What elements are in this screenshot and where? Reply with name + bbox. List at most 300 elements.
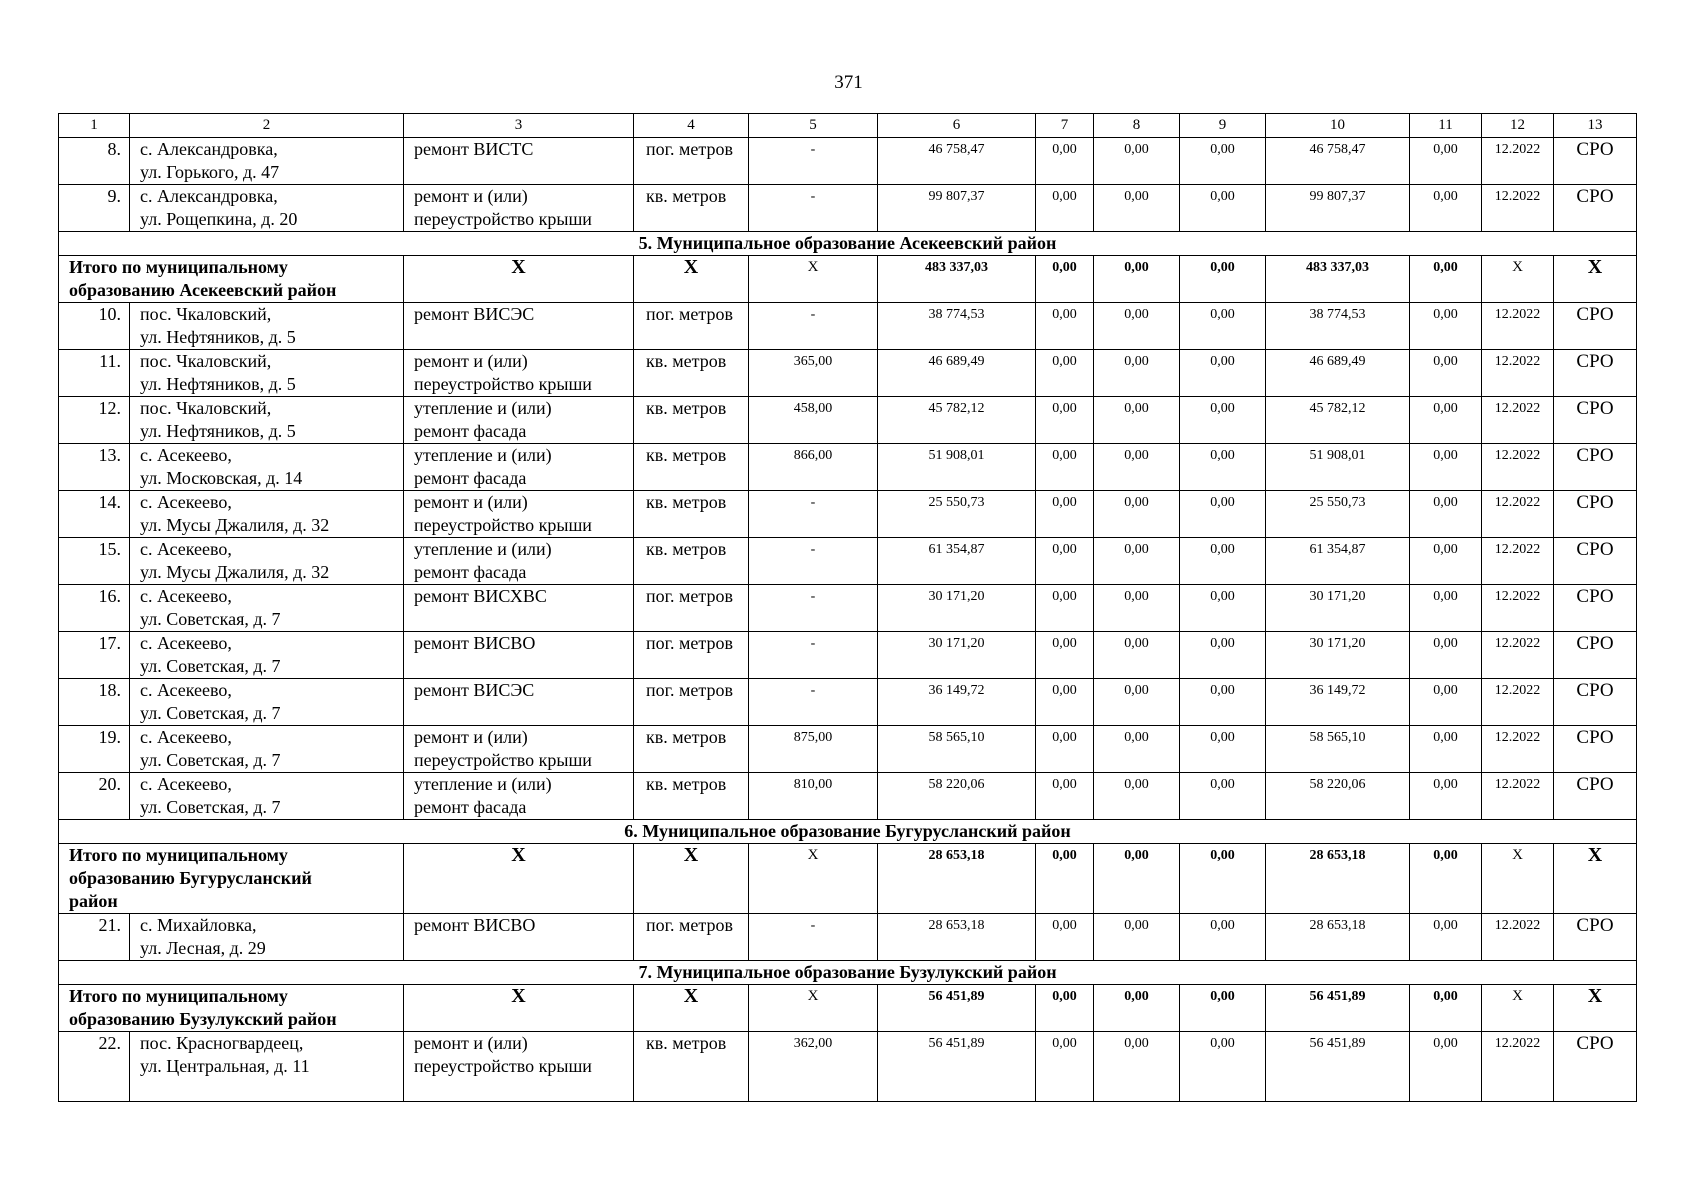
cell-value: 0,00: [1180, 256, 1266, 303]
cell-fund-cost: 58 220,06: [1266, 773, 1410, 820]
cell-x: Х: [1554, 985, 1637, 1032]
cell-value: 0,00: [1036, 303, 1094, 350]
subtotal-label-line: Итого по муниципальному: [69, 845, 288, 865]
cell-method: СРО: [1554, 444, 1637, 491]
address-line: с. Асекеево,: [140, 492, 232, 512]
table-row: [59, 350, 1637, 397]
subtotal-label-line: образованию Асекеевский район: [69, 280, 337, 300]
cell-volume: -: [749, 679, 878, 726]
cell-volume: -: [749, 585, 878, 632]
column-header: 8: [1094, 114, 1180, 138]
cell-fund-cost: 30 171,20: [1266, 632, 1410, 679]
cell-value: 0,00: [1180, 773, 1266, 820]
address-cell: [130, 1032, 404, 1102]
cell-value: 0,00: [1180, 632, 1266, 679]
cell-x: Х: [749, 256, 878, 303]
work-type-line: ремонт ВИСТС: [414, 139, 534, 159]
cell-value: 0,00: [1094, 185, 1180, 232]
cell-method: СРО: [1554, 585, 1637, 632]
cell-value: 0,00: [1180, 726, 1266, 773]
cell-x: Х: [404, 256, 634, 303]
cell-x: Х: [1482, 844, 1554, 914]
cell-value: 0,00: [1094, 844, 1180, 914]
work-type-line: ремонт фасада: [414, 421, 527, 441]
cell-deadline: 12.2022: [1482, 303, 1554, 350]
cell-x: Х: [1482, 985, 1554, 1032]
row-number: 17.: [59, 632, 130, 679]
cell-value: 0,00: [1094, 1032, 1180, 1102]
cell-method: СРО: [1554, 632, 1637, 679]
address-cell: [130, 632, 404, 679]
row-number: 21.: [59, 914, 130, 961]
address-cell: [130, 585, 404, 632]
cell-volume: -: [749, 138, 878, 185]
cell-method: СРО: [1554, 185, 1637, 232]
table-row: [59, 138, 1637, 185]
cell-total-cost: 36 149,72: [878, 679, 1036, 726]
cell-value: 0,00: [1180, 444, 1266, 491]
subtotal-label-line: образованию Бугурусланский: [69, 868, 312, 888]
address-cell: [130, 538, 404, 585]
cell-deadline: 12.2022: [1482, 350, 1554, 397]
unit-cell: пог. метров: [634, 632, 749, 679]
table-row: [59, 538, 1637, 585]
cell-volume: -: [749, 632, 878, 679]
work-type-line: ремонт ВИСВО: [414, 633, 536, 653]
work-type-line: переустройство крыши: [414, 750, 592, 770]
cell-volume: 810,00: [749, 773, 878, 820]
work-type-line: ремонт ВИСХВС: [414, 586, 547, 606]
capital-repair-table: [58, 113, 1637, 1102]
cell-total-cost: 30 171,20: [878, 632, 1036, 679]
cell-deadline: 12.2022: [1482, 138, 1554, 185]
cell-fund-cost: 99 807,37: [1266, 185, 1410, 232]
cell-total-cost: 56 451,89: [878, 985, 1036, 1032]
cell-volume: 875,00: [749, 726, 878, 773]
cell-deadline: 12.2022: [1482, 1032, 1554, 1102]
work-type-cell: [404, 138, 634, 185]
unit-cell: пог. метров: [634, 138, 749, 185]
cell-fund-cost: 46 689,49: [1266, 350, 1410, 397]
row-number: 22.: [59, 1032, 130, 1102]
column-number-row: [59, 114, 1637, 138]
cell-fund-cost: 56 451,89: [1266, 1032, 1410, 1102]
cell-value: 0,00: [1094, 538, 1180, 585]
cell-x: Х: [634, 844, 749, 914]
cell-fund-cost: 28 653,18: [1266, 844, 1410, 914]
work-type-cell: [404, 185, 634, 232]
cell-x: Х: [1554, 256, 1637, 303]
address-cell: [130, 679, 404, 726]
cell-value: 0,00: [1036, 185, 1094, 232]
cell-value: 0,00: [1180, 303, 1266, 350]
cell-value: 0,00: [1036, 350, 1094, 397]
cell-fund-cost: 51 908,01: [1266, 444, 1410, 491]
cell-deadline: 12.2022: [1482, 397, 1554, 444]
row-number: 16.: [59, 585, 130, 632]
cell-volume: 866,00: [749, 444, 878, 491]
section-heading-row: [59, 232, 1637, 256]
subtotal-row: [59, 844, 1637, 914]
row-number: 9.: [59, 185, 130, 232]
column-header: 3: [404, 114, 634, 138]
address-line: ул. Рощепкина, д. 20: [140, 209, 298, 229]
cell-value: 0,00: [1036, 985, 1094, 1032]
work-type-line: переустройство крыши: [414, 374, 592, 394]
cell-value: 0,00: [1180, 1032, 1266, 1102]
cell-value: 0,00: [1410, 138, 1482, 185]
subtotal-label: [59, 844, 404, 914]
cell-deadline: 12.2022: [1482, 773, 1554, 820]
work-type-cell: [404, 444, 634, 491]
cell-value: 0,00: [1094, 138, 1180, 185]
cell-x: Х: [749, 844, 878, 914]
table-row: [59, 914, 1637, 961]
address-line: с. Асекеево,: [140, 727, 232, 747]
cell-value: 0,00: [1036, 844, 1094, 914]
cell-value: 0,00: [1410, 538, 1482, 585]
cell-x: Х: [1554, 844, 1637, 914]
cell-volume: -: [749, 185, 878, 232]
cell-deadline: 12.2022: [1482, 444, 1554, 491]
address-cell: [130, 397, 404, 444]
row-number: 10.: [59, 303, 130, 350]
cell-total-cost: 28 653,18: [878, 844, 1036, 914]
cell-value: 0,00: [1180, 679, 1266, 726]
work-type-line: ремонт ВИСЭС: [414, 304, 535, 324]
column-header: 2: [130, 114, 404, 138]
cell-fund-cost: 61 354,87: [1266, 538, 1410, 585]
cell-value: 0,00: [1180, 985, 1266, 1032]
cell-method: СРО: [1554, 303, 1637, 350]
address-line: ул. Московская, д. 14: [140, 468, 303, 488]
cell-value: 0,00: [1094, 350, 1180, 397]
work-type-line: ремонт фасада: [414, 468, 527, 488]
address-line: пос. Чкаловский,: [140, 398, 272, 418]
work-type-line: утепление и (или): [414, 539, 552, 559]
cell-value: 0,00: [1036, 585, 1094, 632]
work-type-line: ремонт и (или): [414, 1033, 528, 1053]
cell-deadline: 12.2022: [1482, 679, 1554, 726]
unit-cell: кв. метров: [634, 185, 749, 232]
address-line: ул. Нефтяников, д. 5: [140, 421, 296, 441]
table-row: [59, 1032, 1637, 1102]
work-type-line: переустройство крыши: [414, 1056, 592, 1076]
cell-value: 0,00: [1410, 256, 1482, 303]
cell-value: 0,00: [1094, 303, 1180, 350]
work-type-line: ремонт фасада: [414, 797, 527, 817]
cell-value: 0,00: [1410, 726, 1482, 773]
row-number: 20.: [59, 773, 130, 820]
work-type-cell: [404, 773, 634, 820]
address-line: ул. Советская, д. 7: [140, 797, 281, 817]
cell-fund-cost: 483 337,03: [1266, 256, 1410, 303]
column-header: 7: [1036, 114, 1094, 138]
address-cell: [130, 350, 404, 397]
column-header: 1: [59, 114, 130, 138]
cell-value: 0,00: [1094, 397, 1180, 444]
subtotal-label: [59, 256, 404, 303]
cell-deadline: 12.2022: [1482, 632, 1554, 679]
address-cell: [130, 444, 404, 491]
cell-value: 0,00: [1410, 844, 1482, 914]
cell-value: 0,00: [1094, 256, 1180, 303]
cell-value: 0,00: [1180, 138, 1266, 185]
cell-value: 0,00: [1410, 914, 1482, 961]
address-line: ул. Советская, д. 7: [140, 703, 281, 723]
cell-value: 0,00: [1410, 303, 1482, 350]
cell-deadline: 12.2022: [1482, 491, 1554, 538]
cell-x: Х: [404, 844, 634, 914]
cell-value: 0,00: [1094, 679, 1180, 726]
cell-value: 0,00: [1410, 397, 1482, 444]
address-line: ул. Нефтяников, д. 5: [140, 327, 296, 347]
unit-cell: кв. метров: [634, 397, 749, 444]
cell-x: Х: [634, 256, 749, 303]
cell-value: 0,00: [1180, 914, 1266, 961]
address-cell: [130, 138, 404, 185]
address-line: ул. Центральная, д. 11: [140, 1056, 310, 1076]
address-line: с. Асекеево,: [140, 680, 232, 700]
subtotal-label-line: Итого по муниципальному: [69, 257, 288, 277]
unit-cell: кв. метров: [634, 773, 749, 820]
cell-x: Х: [634, 985, 749, 1032]
row-number: 12.: [59, 397, 130, 444]
section-heading-row: [59, 820, 1637, 844]
table-row: [59, 773, 1637, 820]
cell-deadline: 12.2022: [1482, 538, 1554, 585]
cell-total-cost: 51 908,01: [878, 444, 1036, 491]
cell-value: 0,00: [1094, 491, 1180, 538]
table-row: [59, 491, 1637, 538]
cell-total-cost: 28 653,18: [878, 914, 1036, 961]
column-header: 12: [1482, 114, 1554, 138]
cell-value: 0,00: [1036, 256, 1094, 303]
cell-total-cost: 61 354,87: [878, 538, 1036, 585]
unit-cell: кв. метров: [634, 726, 749, 773]
work-type-cell: [404, 585, 634, 632]
subtotal-row: [59, 256, 1637, 303]
cell-x: Х: [1482, 256, 1554, 303]
work-type-line: ремонт и (или): [414, 727, 528, 747]
address-cell: [130, 773, 404, 820]
cell-deadline: 12.2022: [1482, 726, 1554, 773]
address-line: ул. Лесная, д. 29: [140, 938, 266, 958]
address-line: пос. Чкаловский,: [140, 304, 272, 324]
work-type-line: ремонт и (или): [414, 351, 528, 371]
cell-value: 0,00: [1410, 1032, 1482, 1102]
address-cell: [130, 914, 404, 961]
cell-x: Х: [404, 985, 634, 1032]
cell-value: 0,00: [1094, 632, 1180, 679]
cell-total-cost: 483 337,03: [878, 256, 1036, 303]
address-line: ул. Горького, д. 47: [140, 162, 280, 182]
cell-volume: 458,00: [749, 397, 878, 444]
cell-value: 0,00: [1180, 350, 1266, 397]
section-title: 6. Муниципальное образование Бугурусланский район: [59, 820, 1637, 844]
work-type-cell: [404, 632, 634, 679]
cell-volume: -: [749, 303, 878, 350]
row-number: 11.: [59, 350, 130, 397]
cell-fund-cost: 46 758,47: [1266, 138, 1410, 185]
unit-cell: кв. метров: [634, 444, 749, 491]
work-type-line: ремонт и (или): [414, 186, 528, 206]
column-header: 13: [1554, 114, 1637, 138]
cell-value: 0,00: [1036, 726, 1094, 773]
table-row: [59, 303, 1637, 350]
column-header: 5: [749, 114, 878, 138]
work-type-line: ремонт ВИСЭС: [414, 680, 535, 700]
work-type-cell: [404, 538, 634, 585]
address-line: ул. Нефтяников, д. 5: [140, 374, 296, 394]
cell-total-cost: 45 782,12: [878, 397, 1036, 444]
cell-fund-cost: 58 565,10: [1266, 726, 1410, 773]
row-number: 14.: [59, 491, 130, 538]
table-row: [59, 185, 1637, 232]
address-line: пос. Чкаловский,: [140, 351, 272, 371]
row-number: 13.: [59, 444, 130, 491]
cell-total-cost: 46 689,49: [878, 350, 1036, 397]
cell-value: 0,00: [1180, 491, 1266, 538]
table-row: [59, 726, 1637, 773]
cell-fund-cost: 25 550,73: [1266, 491, 1410, 538]
table-row: [59, 679, 1637, 726]
address-line: ул. Мусы Джалиля, д. 32: [140, 562, 330, 582]
cell-value: 0,00: [1094, 914, 1180, 961]
cell-value: 0,00: [1410, 773, 1482, 820]
cell-total-cost: 25 550,73: [878, 491, 1036, 538]
cell-value: 0,00: [1094, 726, 1180, 773]
table-row: [59, 397, 1637, 444]
unit-cell: кв. метров: [634, 538, 749, 585]
work-type-line: утепление и (или): [414, 398, 552, 418]
column-header: 10: [1266, 114, 1410, 138]
address-cell: [130, 303, 404, 350]
row-number: 8.: [59, 138, 130, 185]
subtotal-label: [59, 985, 404, 1032]
address-cell: [130, 185, 404, 232]
cell-method: СРО: [1554, 138, 1637, 185]
table-row: [59, 585, 1637, 632]
address-line: с. Асекеево,: [140, 633, 232, 653]
cell-total-cost: 38 774,53: [878, 303, 1036, 350]
cell-value: 0,00: [1036, 491, 1094, 538]
cell-value: 0,00: [1036, 444, 1094, 491]
cell-x: Х: [749, 985, 878, 1032]
address-line: ул. Советская, д. 7: [140, 609, 281, 629]
cell-value: 0,00: [1036, 632, 1094, 679]
cell-total-cost: 46 758,47: [878, 138, 1036, 185]
cell-total-cost: 56 451,89: [878, 1032, 1036, 1102]
cell-value: 0,00: [1036, 138, 1094, 185]
cell-value: 0,00: [1410, 985, 1482, 1032]
column-header: 4: [634, 114, 749, 138]
unit-cell: пог. метров: [634, 585, 749, 632]
work-type-line: ремонт фасада: [414, 562, 527, 582]
work-type-line: ремонт и (или): [414, 492, 528, 512]
cell-fund-cost: 28 653,18: [1266, 914, 1410, 961]
unit-cell: кв. метров: [634, 350, 749, 397]
cell-value: 0,00: [1410, 444, 1482, 491]
address-line: ул. Советская, д. 7: [140, 656, 281, 676]
cell-value: 0,00: [1180, 585, 1266, 632]
cell-value: 0,00: [1036, 679, 1094, 726]
address-cell: [130, 726, 404, 773]
subtotal-label-line: Итого по муниципальному: [69, 986, 288, 1006]
work-type-line: утепление и (или): [414, 445, 552, 465]
section-heading-row: [59, 961, 1637, 985]
page-number: 371: [834, 72, 863, 93]
cell-method: СРО: [1554, 397, 1637, 444]
cell-method: СРО: [1554, 538, 1637, 585]
unit-cell: кв. метров: [634, 1032, 749, 1102]
work-type-line: переустройство крыши: [414, 515, 592, 535]
column-header: 9: [1180, 114, 1266, 138]
cell-total-cost: 30 171,20: [878, 585, 1036, 632]
cell-value: 0,00: [1180, 397, 1266, 444]
cell-deadline: 12.2022: [1482, 914, 1554, 961]
work-type-line: утепление и (или): [414, 774, 552, 794]
cell-method: СРО: [1554, 679, 1637, 726]
work-type-cell: [404, 303, 634, 350]
work-type-cell: [404, 1032, 634, 1102]
cell-method: СРО: [1554, 726, 1637, 773]
work-type-cell: [404, 914, 634, 961]
cell-value: 0,00: [1410, 350, 1482, 397]
row-number: 18.: [59, 679, 130, 726]
cell-value: 0,00: [1180, 538, 1266, 585]
cell-volume: -: [749, 538, 878, 585]
cell-volume: 365,00: [749, 350, 878, 397]
cell-value: 0,00: [1410, 679, 1482, 726]
row-number: 19.: [59, 726, 130, 773]
cell-fund-cost: 45 782,12: [1266, 397, 1410, 444]
cell-deadline: 12.2022: [1482, 585, 1554, 632]
cell-value: 0,00: [1094, 985, 1180, 1032]
address-line: ул. Мусы Джалиля, д. 32: [140, 515, 330, 535]
cell-method: СРО: [1554, 350, 1637, 397]
column-header: 11: [1410, 114, 1482, 138]
address-line: с. Асекеево,: [140, 586, 232, 606]
unit-cell: кв. метров: [634, 491, 749, 538]
cell-value: 0,00: [1036, 397, 1094, 444]
cell-volume: -: [749, 914, 878, 961]
cell-total-cost: 58 220,06: [878, 773, 1036, 820]
work-type-cell: [404, 397, 634, 444]
cell-value: 0,00: [1036, 538, 1094, 585]
subtotal-label-line: район: [69, 891, 118, 911]
column-header: 6: [878, 114, 1036, 138]
address-line: пос. Красногвардеец,: [140, 1033, 304, 1053]
cell-total-cost: 58 565,10: [878, 726, 1036, 773]
address-line: ул. Советская, д. 7: [140, 750, 281, 770]
cell-value: 0,00: [1410, 491, 1482, 538]
work-type-cell: [404, 491, 634, 538]
cell-value: 0,00: [1410, 632, 1482, 679]
cell-value: 0,00: [1036, 914, 1094, 961]
work-type-line: переустройство крыши: [414, 209, 592, 229]
table-row: [59, 444, 1637, 491]
cell-value: 0,00: [1410, 585, 1482, 632]
cell-volume: -: [749, 491, 878, 538]
cell-method: СРО: [1554, 491, 1637, 538]
unit-cell: пог. метров: [634, 914, 749, 961]
cell-total-cost: 99 807,37: [878, 185, 1036, 232]
unit-cell: пог. метров: [634, 303, 749, 350]
address-line: с. Асекеево,: [140, 445, 232, 465]
address-line: с. Александровка,: [140, 139, 278, 159]
section-title: 5. Муниципальное образование Асекеевский район: [59, 232, 1637, 256]
